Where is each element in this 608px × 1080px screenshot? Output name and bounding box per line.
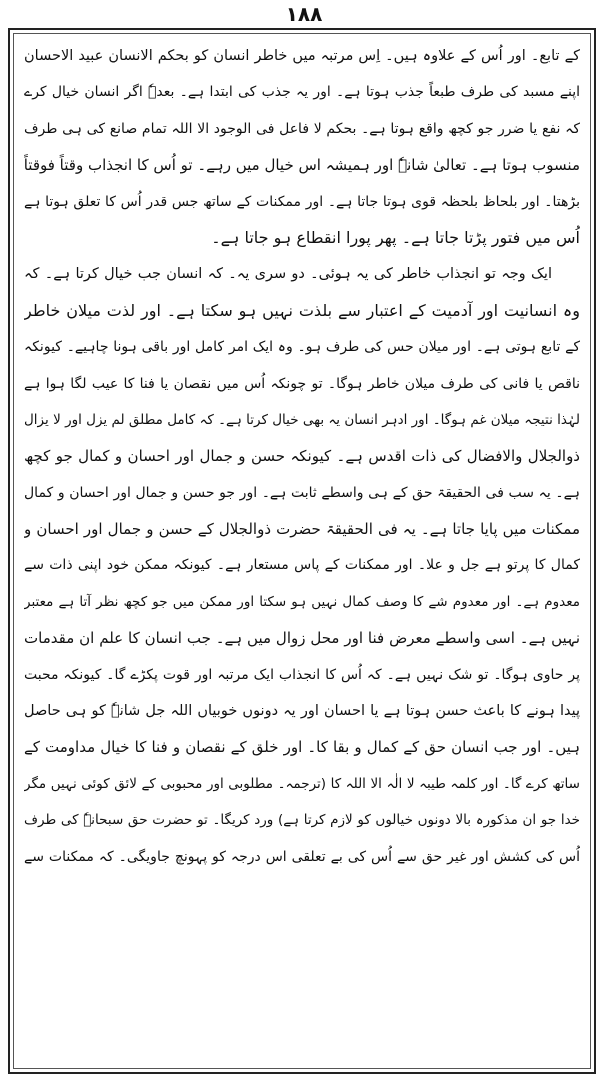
text-line: اُس میں فتور پڑتا جاتا ہے۔ پھر پورا انقطاع ہو جاتا ہے۔ (211, 227, 580, 247)
text-line: خدا جو ان مذکورہ بالا دونوں خیالوں کو لازم کرتا ہے) ورد کریگا۔ تو حضرت حق سبحانہٗ کی طرف (24, 812, 580, 829)
text-line: اپنے مسبد کی طرف طبعاً جذب ہوتا ہے۔ اور یہ جذب کی ابتدا ہے۔ بعدہٗ اگر انسان خیال کرے (24, 84, 580, 101)
page-number: ۱۸۸ (285, 2, 323, 26)
text-line: کہ نفع یا ضرر جو کچھ واقع ہوتا ہے۔ بحکم لا فاعل فی الوجود الا اللہ تمام صانع کی ہی طرف (24, 120, 580, 137)
text-line: ہیں۔ اور جب انسان حق کے کمال و بقا کا۔ اور خلق کے نقصان و فنا کا خیال مداومت کے (24, 738, 580, 757)
text-line: بڑھتا۔ اور بلحاظ بلحظہ قوی ہوتا جاتا ہے۔ اور ممکنات کے ساتھ جس قدر اُس کا تعلق ہوتا ہے (24, 193, 580, 210)
text-line: کمال کا پرتو ہے جل و علا۔ اور ممکنات کے پاس مستعار ہے۔ کیونکہ ممکن خود اپنی ذات سے (24, 557, 580, 574)
text-line: لہٰذا نتیجہ میلان غم ہوگا۔ اور ادہر انسان یہ بھی خیال کرتا ہے۔ کہ کامل مطلق لم یزل اور لا یزال (24, 411, 580, 428)
text-line: پیدا ہونے کا باعث حسن ہوتا ہے یا احسان اور یہ دونوں خوبیاں اللہ جل شانہٗ کو ہی حاصل (24, 703, 580, 720)
text-line: پر حاوی ہوگا۔ تو شک نہیں ہے۔ کہ اُس کا انجذاب ایک مرتبہ اور قوت پکڑے گا۔ کیونکہ محبت (24, 666, 580, 683)
text-line: اُس کی کشش اور غیر حق سے اُس کی بے تعلقی اس درجہ کو پہونچ جاویگی۔ کہ ممکنات سے (24, 848, 580, 865)
text-line: منسوب ہوتا ہے۔ تعالیٰ شانہٗ اور ہمیشہ اس خیال میں رہے۔ تو اُس کا انجذاب وقتاً فوقتاً (24, 156, 580, 175)
page-frame (8, 28, 596, 1074)
text-line: کے تابع ہوتی ہے۔ اور میلان حس کی طرف ہو۔ وہ ایک امر کامل اور باقی ہونا چاہیے۔ کیونکہ (24, 339, 580, 356)
text-body (24, 38, 580, 1066)
text-line: ہے۔ یہ سب فی الحقیقۃ حق کے ہی واسطے ثابت ہے۔ اور جو حسن و جمال اور احسان و کمال (24, 484, 580, 501)
text-line: ناقص یا فانی کی طرف میلان خاطر ہوگا۔ تو چونکہ اُس میں نقصان یا فنا کا عیب لگا ہوا ہے (24, 375, 580, 392)
text-line: کے تابع۔ اور اُس کے علاوہ ہیں۔ اِس مرتبہ میں خاطر انسان کو بحکم الانسان عبید الاحسان (24, 48, 580, 64)
text-line: ذوالجلال والافضال کی ذات اقدس ہے۔ کیونکہ حسن و جمال اور احسان و کمال جو کچھ (24, 447, 580, 466)
text-line: ساتھ کرے گا۔ اور کلمہ طیبہ لا الٰہ الا اللہ کا (ترجمہ۔ مطلوبی اور محبوبی کے لائق کوئی نہیں مگر (24, 775, 580, 792)
text-line: نہیں ہے۔ اسی واسطے معرض فنا اور محل زوال میں ہے۔ جب انسان کا علم ان مقدمات (24, 629, 580, 648)
text-line: ممکنات میں پایا جاتا ہے۔ یہ فی الحقیقۃ حضرت ذوالجلال کے حسن و جمال اور احسان و (24, 520, 580, 539)
text-line: معدوم ہے۔ اور معدوم شے کا وصف کمال نہیں ہو سکتا اور ممکن میں جو کچھ نظر آتا ہے معتبر (24, 593, 580, 610)
text-line: وہ انسانیت اور آدمیت کے اعتبار سے بلذت نہیں ہو سکتا ہے۔ اور لذت میلان خاطر (24, 300, 580, 320)
text-line: ایک وجہ تو انجذاب خاطر کی یہ ہوئی۔ دو سری یہ۔ کہ انسان جب خیال کرتا ہے۔ کہ (24, 266, 552, 283)
